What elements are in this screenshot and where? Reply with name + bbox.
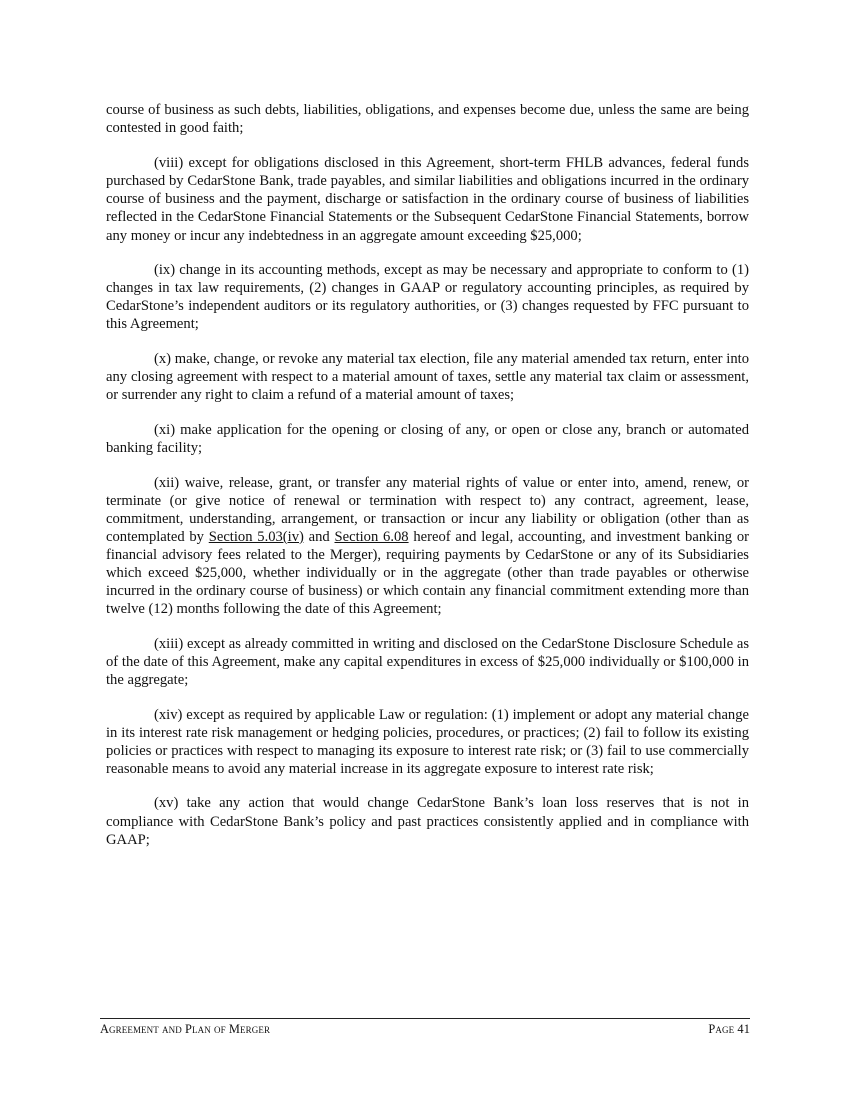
- clause-ix: (ix) change in its accounting methods, except as may be necessary and appropriate to conform to (1) changes in tax law requirements, (2) changes in GAAP or regulatory accounting principles, as required by CedarStone’s independent auditors or its regulatory authorities, or (3) changes requested by FFC pursuant to this Agreement;: [106, 262, 749, 333]
- clause-x: (x) make, change, or revoke any material tax election, file any material amended tax return, enter into any closing agreement with respect to a material amount of taxes, settle any material tax claim or assessment, or surrender any right to claim a refund of a material amount of taxes;: [106, 351, 749, 404]
- clause-xii-text-middle: and: [303, 528, 335, 545]
- page-footer: [100, 1022, 750, 1037]
- clause-viii: (viii) except for obligations disclosed in this Agreement, short-term FHLB advances, federal funds purchased by CedarStone Bank, trade payables, and similar liabilities and obligations incurred in the ordinary course of business and the payment, discharge or satisfaction in the ordinary course of business of liabilities reflected in the CedarStone Financial Statements or the Subsequent CedarStone Financial Statements, borrow any money or incur any indebtedness in an aggregate amount exceeding $25,000;: [106, 155, 749, 244]
- clause-xv: (xv) take any action that would change CedarStone Bank’s loan loss reserves that is not in compliance with CedarStone Bank’s policy and past practices consistently applied and in compliance with GAAP;: [106, 795, 749, 848]
- clause-xii: [106, 474, 749, 619]
- section-6-08-reference[interactable]: Section 6.08: [334, 528, 409, 545]
- clause-xi: (xi) make application for the opening or closing of any, or open or close any, branch or automated banking facility;: [106, 421, 749, 456]
- footer-page-number: Page 41: [708, 1022, 750, 1036]
- clause-xii-text-before: (xii) waive, release, grant, or transfer any material rights of value or enter into, amend, renew, or terminate (or give notice of renewal or termination with respect to) any contract, agreement, lease, commitment, understanding, arrangement, or transaction or incur any liability or obligation (other than as contemplated by: [106, 474, 749, 545]
- paragraph-continuation: course of business as such debts, liabilities, obligations, and expenses become due, unless the same are being contested in good faith;: [106, 102, 749, 137]
- footer-divider: [100, 1018, 750, 1019]
- clause-xiii: (xiii) except as already committed in writing and disclosed on the CedarStone Disclosure Schedule as of the date of this Agreement, make any capital expenditures in excess of $25,000 individually or $100,000 in the aggregate;: [106, 635, 749, 688]
- clause-xii-text-after: hereof and legal, accounting, and investment banking or financial advisory fees related to the Merger), requiring payments by CedarStone or any of its Subsidiaries which exceed $25,000, whether individually or in the aggregate (other than trade payables or otherwise incurred in the ordinary course of business) or which contain any financial commitment extending more than twelve (12) months following the date of this Agreement;: [106, 528, 749, 618]
- clause-xiv: (xiv) except as required by applicable Law or regulation: (1) implement or adopt any material change in its interest rate risk management or hedging policies, procedures, or practices; (2) fail to follow its existing policies or practices with respect to managing its exposure to interest rate risk; or (3) fail to use commercially reasonable means to avoid any material increase in its aggregate exposure to interest rate risk;: [106, 706, 749, 777]
- section-5-03-iv-reference[interactable]: Section 5.03(iv): [208, 528, 304, 545]
- document-body: [106, 101, 749, 865]
- footer-document-title: Agreement and Plan of Merger: [100, 1022, 271, 1036]
